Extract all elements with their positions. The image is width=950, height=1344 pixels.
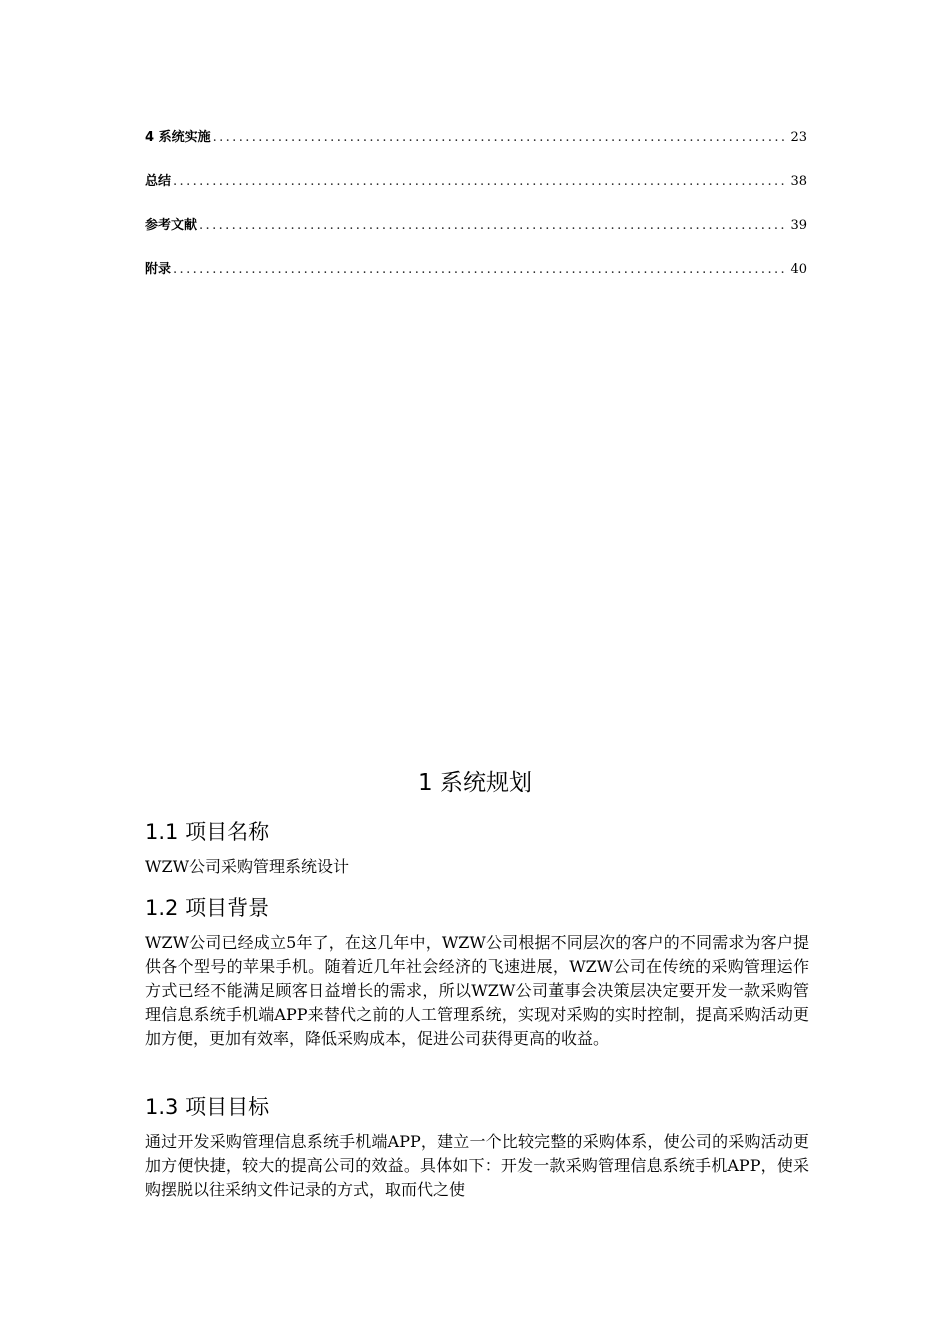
chapter-title: 1 系统规划 <box>418 770 532 796</box>
section-body: WZW公司采购管理系统设计 <box>145 857 350 876</box>
toc-entry-label: 总结 <box>145 174 172 189</box>
section-heading: 1.3 项目目标 <box>145 1095 270 1119</box>
section-body: 通过开发采购管理信息系统手机端APP，建立一个比较完整的采购体系，使公司的采购活动更加方便快捷，较大的提高公司的效益。具体如下：开发一款采购管理信息系统手机APP，使采购摆脱以往采纳文件记录的方式，取而代之使 <box>145 1132 809 1199</box>
section-body: WZW公司已经成立5年了，在这几年中，WZW公司根据不同层次的客户的不同需求为客户提供各个型号的苹果手机。随着近几年社会经济的飞速进展，WZW公司在传统的采购管理运作方式已经不能满足顾客日益增长的需求，所以WZW公司董事会决策层决定要开发一款采购管理信息系统手机端APP来替代之前的人工管理系统，实现对采购的实时控制，提高采购活动更加方便，更加有效率，降低采购成本，促进公司获得更高的收益。 <box>145 933 809 1048</box>
toc-entry-label: 参考文献 <box>145 218 198 233</box>
toc-leader-dots <box>213 130 789 145</box>
toc-entry-page: 38 <box>790 174 807 189</box>
toc-entry-page: 39 <box>790 218 807 233</box>
toc-entry[interactable] <box>145 214 807 258</box>
toc-entry-page: 23 <box>790 130 807 145</box>
toc-leader-dots <box>173 174 788 189</box>
toc-entry-label: 4 系统实施 <box>145 130 211 145</box>
toc-entry[interactable] <box>145 258 807 302</box>
toc-entry-page: 40 <box>790 262 807 277</box>
toc-leader-dots <box>173 262 788 277</box>
toc-entry[interactable] <box>145 126 807 170</box>
section-heading: 1.1 项目名称 <box>145 820 270 844</box>
toc-entry-label: 附录 <box>145 262 172 277</box>
section-heading: 1.2 项目背景 <box>145 896 270 920</box>
toc-leader-dots <box>199 218 788 233</box>
table-of-contents <box>145 126 807 302</box>
toc-entry[interactable] <box>145 170 807 214</box>
